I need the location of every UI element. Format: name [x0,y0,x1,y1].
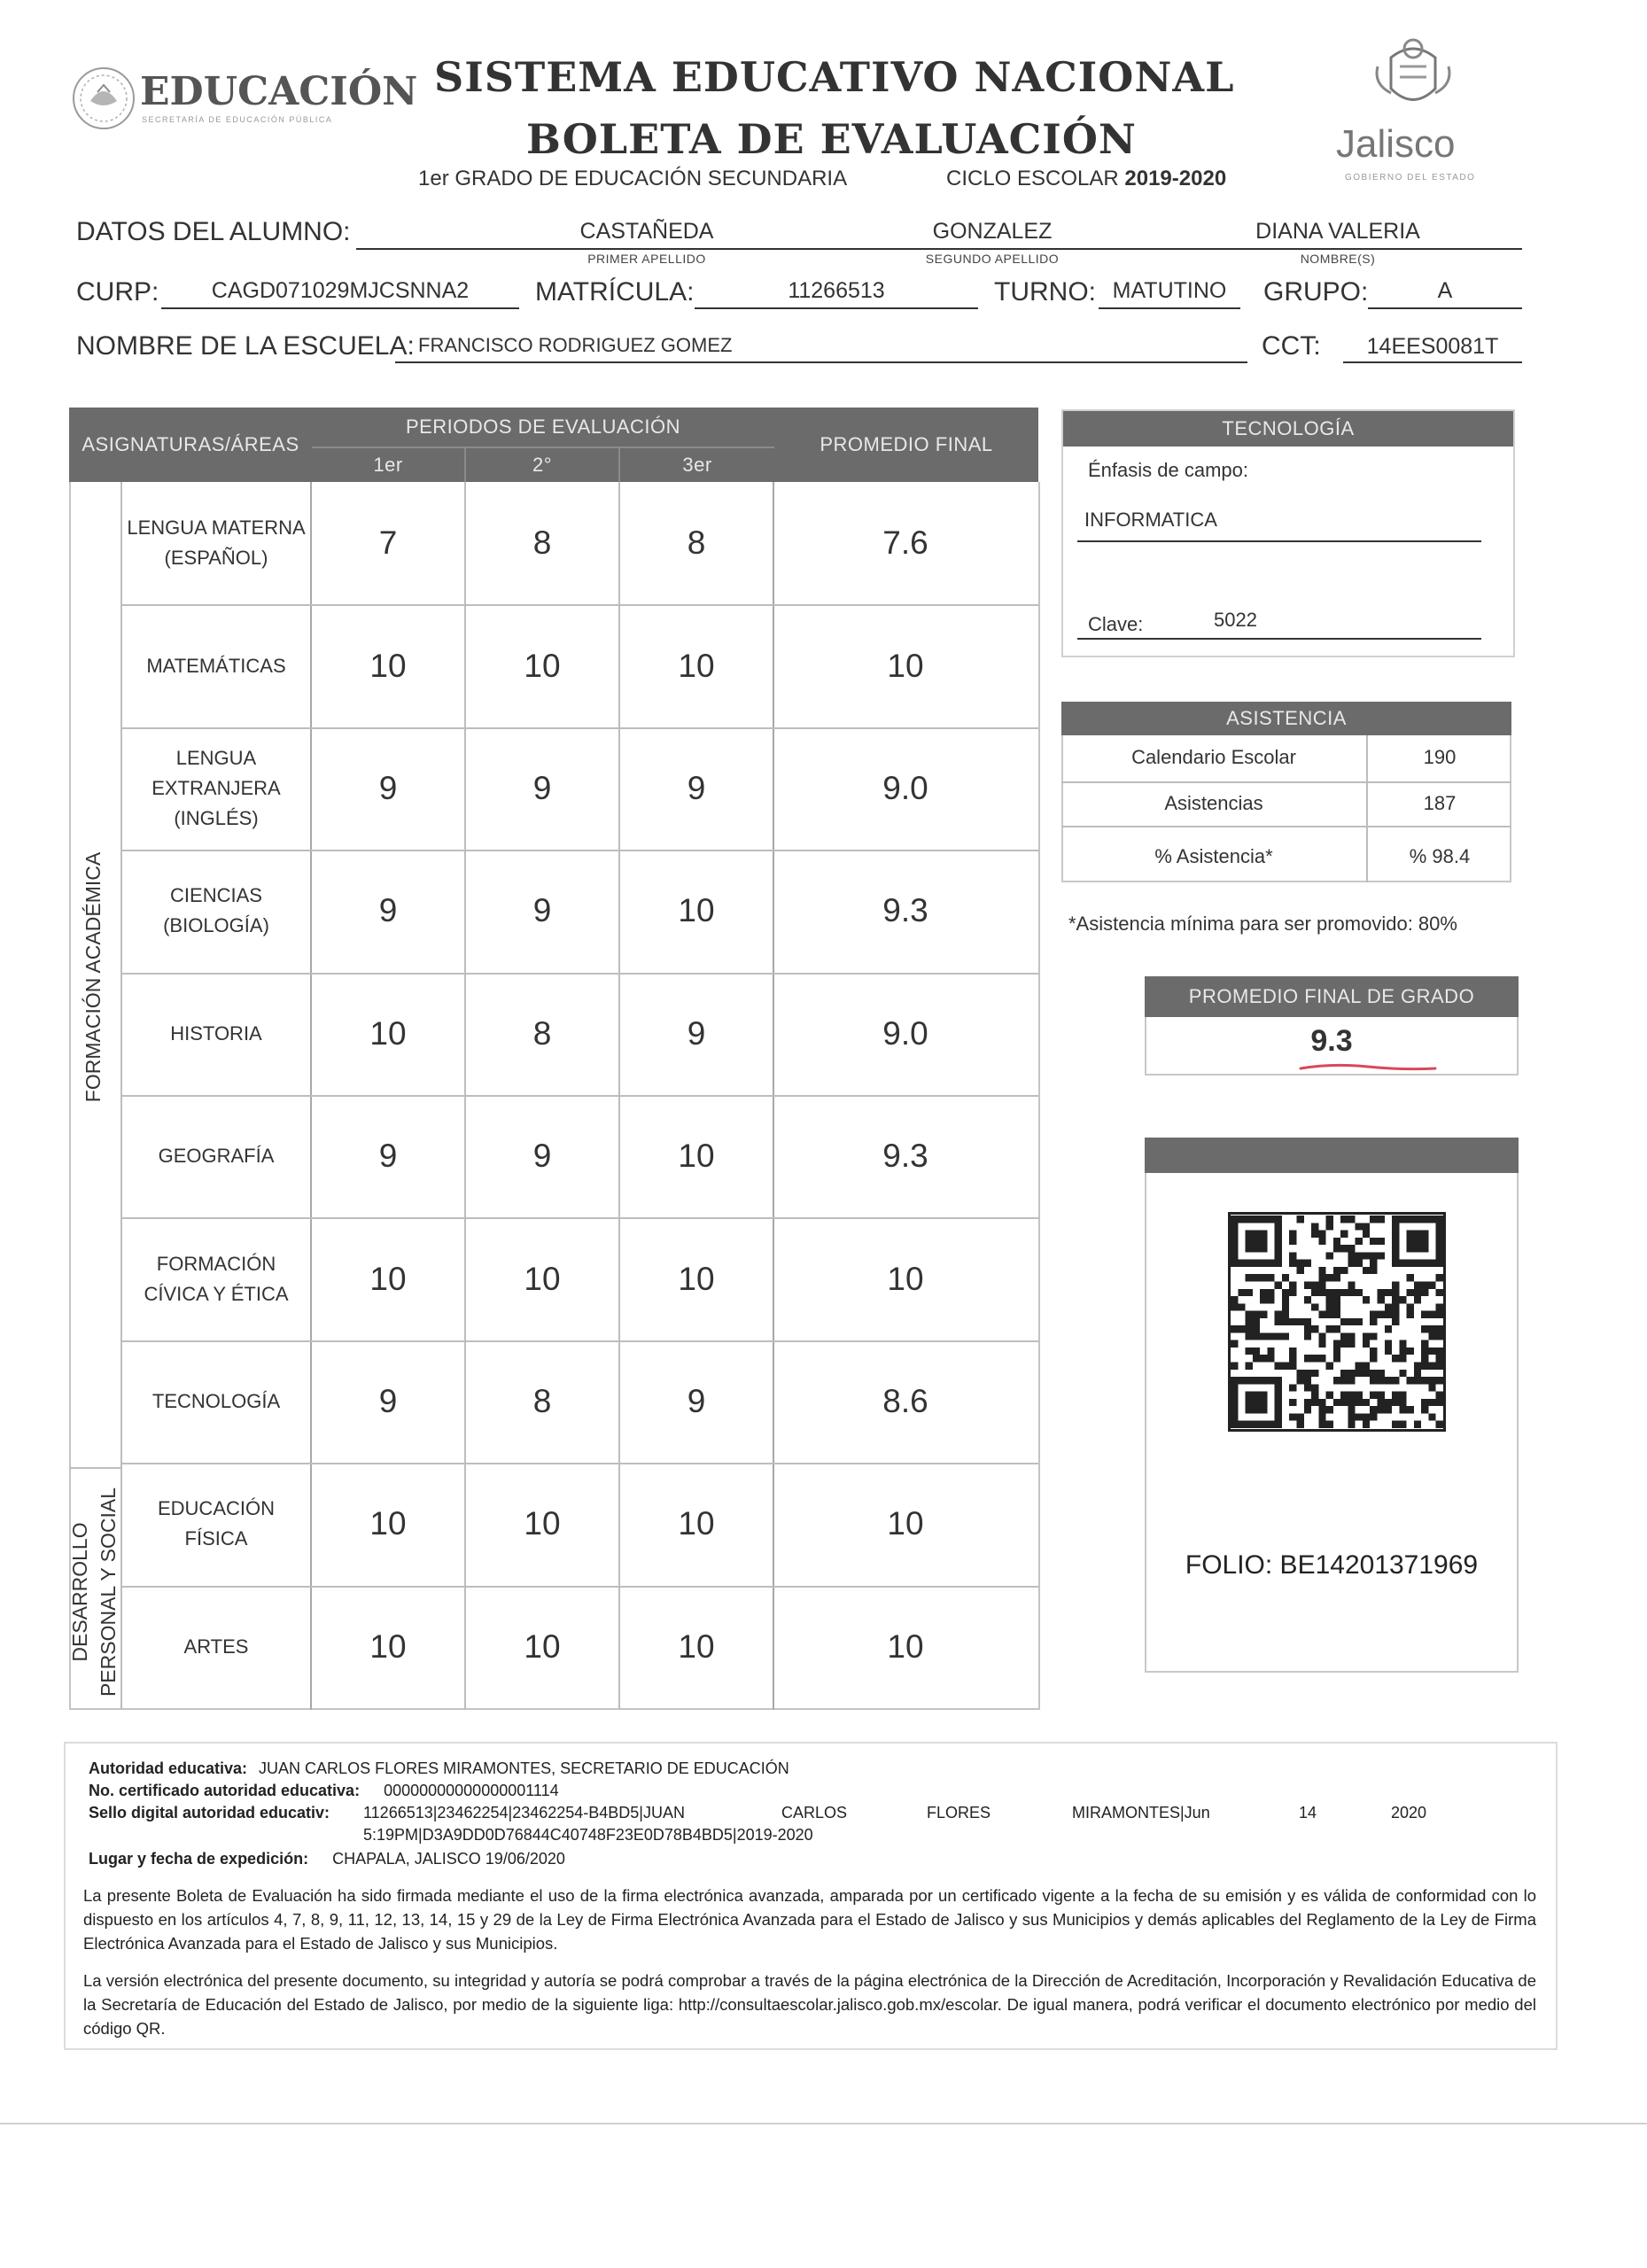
subject-name: HISTORIA [170,1021,262,1045]
attendance-box [1061,702,1511,891]
grade-p3: 9 [687,769,706,806]
certificate-row [89,1782,559,1800]
grade-p2: 10 [524,1260,561,1297]
logo-subtext: SECRETARÍA DE EDUCACIÓN PÚBLICA [142,115,333,124]
technology-field-label: Énfasis de campo: [1088,459,1248,481]
school-name-value: FRANCISCO RODRIGUEZ GOMEZ [418,334,733,356]
grade-p2: 10 [524,1627,561,1665]
grade-p2: 10 [524,647,561,684]
certificate-label: No. certificado autoridad educativa: [89,1782,361,1799]
grade-p3: 10 [678,892,715,929]
grade-p1: 9 [378,892,398,929]
grade-p2: 8 [532,524,552,562]
attendance-value-0: 190 [1423,746,1457,768]
final-grade-title: PROMEDIO FINAL DE GRADO [1145,976,1519,1017]
final-grade-value: 9.3 [1310,1024,1353,1058]
technology-key-label: Clave: [1088,613,1144,635]
legal-paragraph-2: La versión electrónica del presente documento, su integridad y autoría se podrá comprobar a través de la página electrónica de la Dirección de Acreditación, Incorporación y Revalidación Educativa de la Secretaría de Educación del Estado de Jalisco, por medio de la siguiente liga: http://consultaescolar.jalisco.gob.mx/escolar. De igual manera, podrá verificar el documento electrónico por medio del código QR. [83,1971,1536,2038]
grade-p2: 9 [532,769,552,806]
folio: FOLIO: BE14201371969 [1185,1550,1479,1580]
final-average: 10 [887,1627,924,1665]
seal-line-2: 5:19PM|D3A9DD0D76844C40748F23E0D78B4BD5|2019-2020 [363,1826,813,1844]
attendance-label-0: Calendario Escolar [1131,746,1296,768]
eagle-seal-icon [71,66,136,131]
qr-code-icon[interactable] [1228,1212,1446,1432]
seal-part-2: FLORES [927,1804,991,1821]
legal-paragraph-1: La presente Boleta de Evaluación ha sido firmada mediante el uso de la firma electrónica avanzada, amparada por un certificado vigente a la fecha de su emisión y es válida de conformidad con lo dispuesto en los artículos 4, 7, 8, 9, 11, 12, 13, 14, 15 y 29 de la Ley de Firma Electrónica Avanzada para el Estado de Jalisco y sus Municipios y demás aplicables del Reglamento de la Ley de Firma Electrónica Avanzada para el Estado de Jalisco y sus Municipios. [83,1886,1536,1953]
grade-p2: 9 [532,892,552,929]
attendance-note: *Asistencia mínima para ser promovido: 80% [1068,913,1457,935]
place-label: Lugar y fecha de expedición: [89,1850,309,1868]
subject-name: ARTES [183,1635,249,1658]
subject-name: FORMACIÓN CÍVICA Y ÉTICA [144,1252,289,1305]
authority-label: Autoridad educativa: [89,1759,248,1777]
final-average: 10 [887,1505,924,1542]
subject-name: MATEMÁTICAS [146,654,286,677]
logo-text: EDUCACIÓN [140,69,418,114]
col-header-period-2: 2° [466,448,618,482]
grade-p2: 8 [532,1382,552,1419]
jalisco-coat-of-arms-icon [1364,31,1462,120]
curp-value: CAGD071029MJCSNNA2 [211,278,470,303]
final-average: 10 [887,647,924,684]
page-subtitle: BOLETA DE EVALUACIÓN [526,115,1137,163]
final-average: 8.6 [882,1382,928,1419]
technology-field-value: INFORMATICA [1084,509,1217,531]
grade-p1: 10 [369,1505,407,1542]
attendance-value-2: % 98.4 [1409,845,1471,867]
col-header-period-3: 3er [620,448,774,482]
final-grade-box [1145,976,1519,1076]
school-year [946,167,1226,191]
page-title: SISTEMA EDUCATIVO NACIONAL [434,53,1235,101]
subject-name: LENGUA EXTRANJERA (INGLÉS) [151,746,281,829]
first-surname: CASTAÑEDA [579,219,714,244]
attendance-title: ASISTENCIA [1061,702,1511,735]
grupo-label: GRUPO: [1263,277,1369,307]
grade-p1: 9 [378,1382,398,1419]
student-names-caption: NOMBRE(S) [1300,252,1376,266]
authority-row [89,1759,789,1778]
school-year-label: CICLO ESCOLAR [946,167,1119,190]
grade-p1: 9 [378,769,398,806]
place-value: CHAPALA, JALISCO 19/06/2020 [332,1850,565,1868]
certificate-value: 00000000000000001114 [384,1782,559,1799]
seal-label: Sello digital autoridad educativ: [89,1804,330,1821]
jalisco-logo-text: Jalisco [1336,122,1456,166]
handwritten-underline-icon [1297,1060,1439,1074]
technology-title: TECNOLOGÍA [1063,411,1513,447]
school-year-value: 2019-2020 [1124,167,1227,190]
grade-p3: 10 [678,1505,715,1542]
subject-name: CIENCIAS (BIOLOGÍA) [163,884,269,937]
subject-name: EDUCACIÓN FÍSICA [157,1497,275,1550]
col-header-period-1: 1er [312,448,464,482]
seal-part-4: 14 [1299,1804,1317,1821]
subject-name: LENGUA MATERNA (ESPAÑOL) [127,517,306,570]
footer-box [64,1742,1558,2050]
turno-value: MATUTINO [1112,278,1227,303]
subject-name: TECNOLOGÍA [151,1389,281,1412]
curp-label: CURP: [76,277,159,307]
group-label-personal-social: DESARROLLO PERSONAL Y SOCIAL [68,1487,120,1697]
seal-part-5: 2020 [1391,1804,1427,1821]
grade-p1: 7 [378,524,398,562]
final-average: 9.0 [882,769,928,806]
technology-box [1061,409,1515,657]
grade-p3: 8 [687,524,706,562]
grade-p1: 10 [369,1627,407,1665]
turno-label: TURNO: [994,277,1096,307]
matricula-label: MATRÍCULA: [535,277,695,307]
place-row [89,1850,565,1868]
technology-key-value: 5022 [1214,609,1257,631]
attendance-value-1: 187 [1423,792,1457,814]
col-header-subjects: ASIGNATURAS/ÁREAS [69,408,312,482]
final-average: 9.3 [882,1138,928,1175]
seal-row [89,1804,330,1822]
authority-value: JUAN CARLOS FLORES MIRAMONTES, SECRETARIO DE EDUCACIÓN [259,1759,789,1777]
grade-p3: 9 [687,1382,706,1419]
grade-p3: 10 [678,1138,715,1175]
student-data-label: DATOS DEL ALUMNO: [76,217,351,246]
jalisco-logo-subtext: GOBIERNO DEL ESTADO [1345,173,1476,183]
school-name-label: NOMBRE DE LA ESCUELA: [76,331,415,361]
attendance-label-1: Asistencias [1164,792,1263,814]
qr-box [1145,1138,1519,1673]
grade-p3: 10 [678,1627,715,1665]
grade-p2: 10 [524,1505,561,1542]
qr-box-header [1145,1138,1519,1173]
cct-value: 14EES0081T [1366,334,1499,359]
col-header-final: PROMEDIO FINAL [774,408,1038,482]
cct-label: CCT: [1262,331,1321,361]
page-bottom-divider [0,2123,1647,2124]
jalisco-logo [1329,31,1497,190]
grade-p1: 10 [369,1260,407,1297]
student-names: DIANA VALERIA [1255,219,1420,244]
grade-level: 1er GRADO DE EDUCACIÓN SECUNDARIA [418,167,848,190]
grade-p2: 8 [532,1014,552,1052]
col-header-periods: PERIODOS DE EVALUACIÓN [312,408,774,447]
seal-part-3: MIRAMONTES|Jun [1072,1804,1210,1821]
grade-p1: 10 [369,647,407,684]
subject-name: GEOGRAFÍA [158,1145,275,1168]
first-surname-caption: PRIMER APELLIDO [587,252,706,266]
student-name-line [356,248,1522,250]
grade-p3: 9 [687,1014,706,1052]
education-logo [71,64,418,135]
final-average: 7.6 [882,524,928,562]
second-surname: GONZALEZ [932,219,1053,244]
seal-part-1: CARLOS [781,1804,848,1821]
grade-p2: 9 [532,1138,552,1175]
grade-p1: 9 [378,1138,398,1175]
final-average: 10 [887,1260,924,1297]
final-average: 9.3 [882,892,928,929]
final-average: 9.0 [882,1014,928,1052]
second-surname-caption: SEGUNDO APELLIDO [925,252,1060,266]
grade-p1: 10 [369,1014,407,1052]
grade-p3: 10 [678,647,715,684]
seal-part-0: 11266513|23462254|23462254-B4BD5|JUAN [363,1804,685,1821]
attendance-label-2: % Asistencia* [1154,845,1273,867]
matricula-value: 11266513 [788,278,885,303]
group-label-academic: FORMACIÓN ACADÉMICA [82,851,105,1103]
grade-p3: 10 [678,1260,715,1297]
grades-table [69,408,1038,1712]
grupo-value: A [1437,278,1453,303]
